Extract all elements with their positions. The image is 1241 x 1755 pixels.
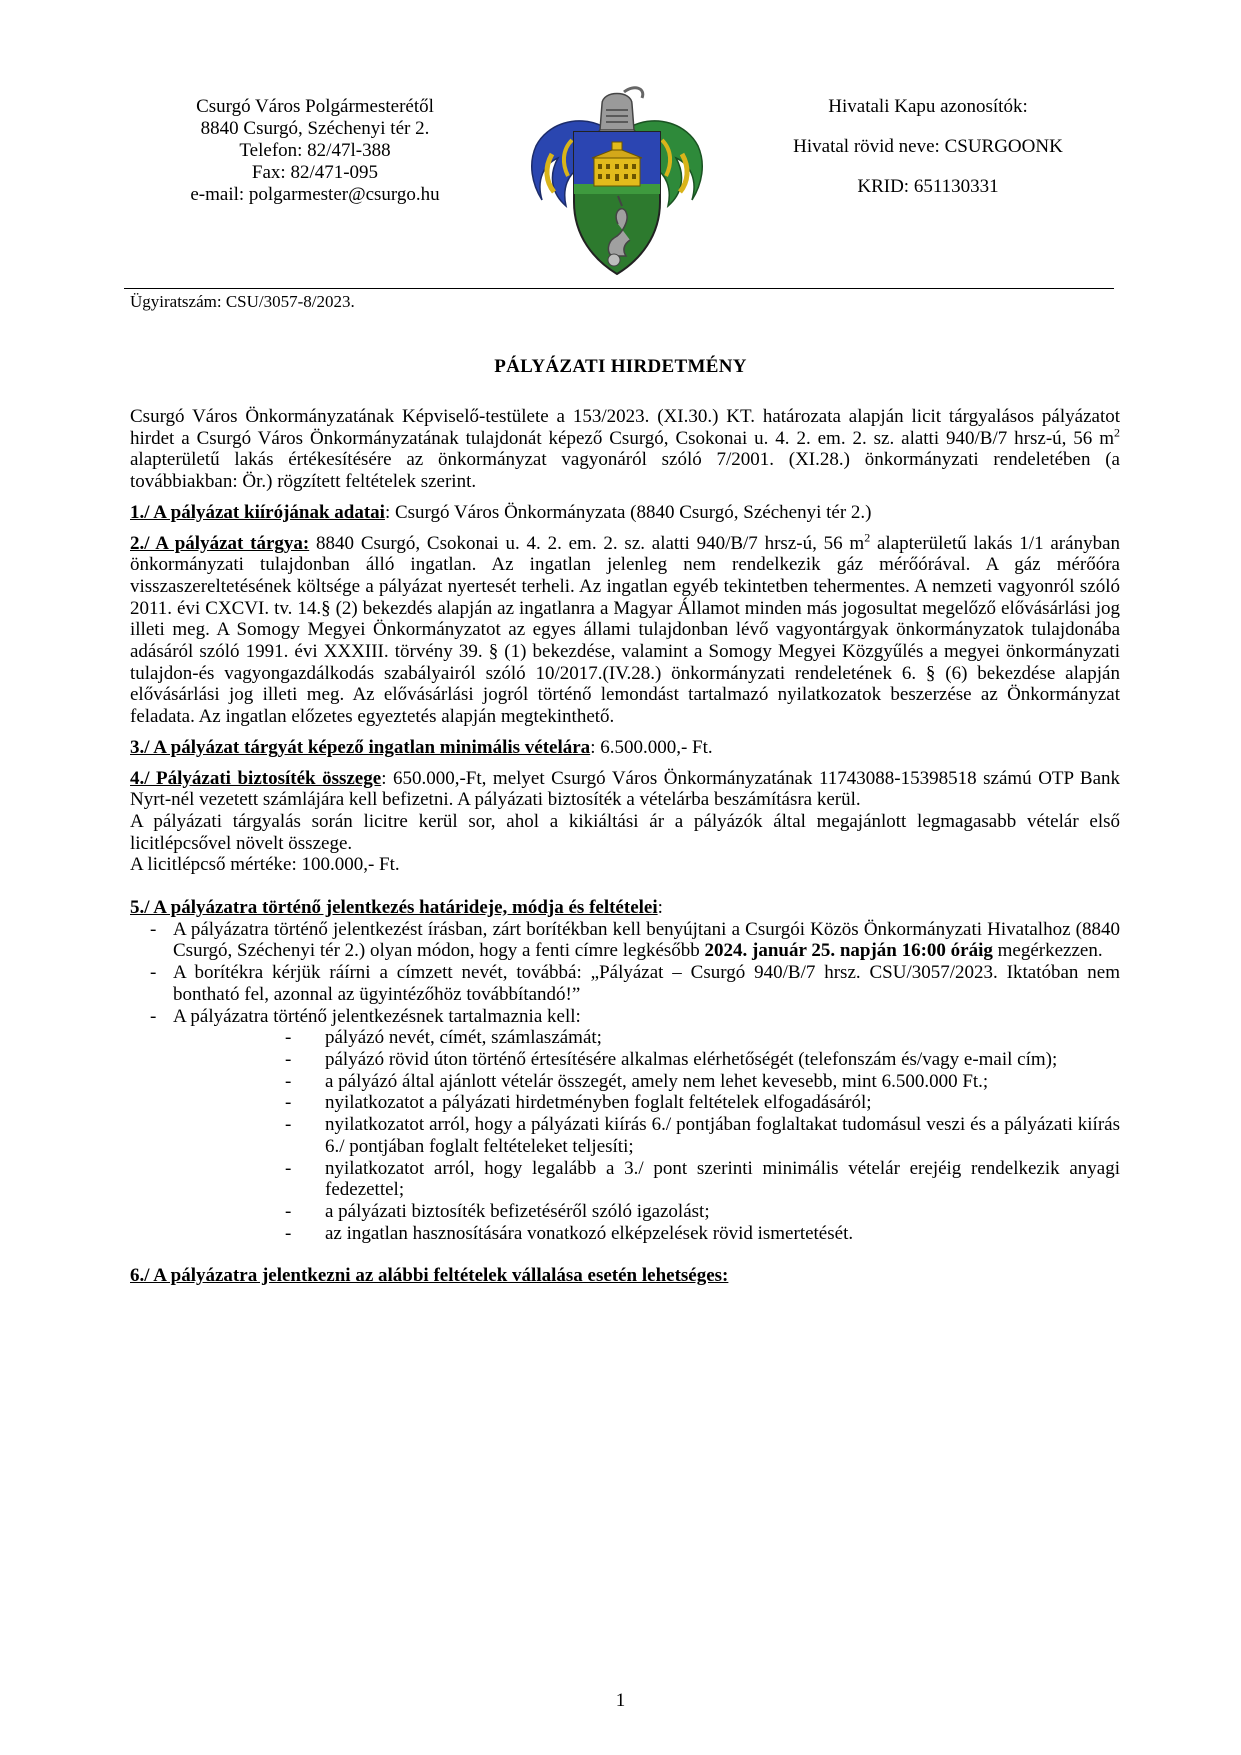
list-item: - A borítékra kérjük ráírni a címzett nevét, továbbá: „Pályázat – Csurgó 940/B/7 hrsz. CSU/3057/2023. Iktatóban nem bontható fel, azonnal az ügyintézőhöz továbbítandó!” [130,962,1120,1005]
section-1: 1./ A pályázat kiírójának adatai: Csurgó Város Önkormányzata (8840 Csurgó, Széchenyi tér 2.) [130,501,872,523]
list-item: - nyilatkozatot arról, hogy a pályázati kiírás 6./ pontjában foglaltakat tudomásul veszi és a pályázati kiírás 6./ pontjában foglalt feltételeket teljesíti; [173,1114,1120,1157]
section-6 [130,1265,1120,1287]
list-item: - nyilatkozatot a pályázati hirdetményben foglalt feltételek elfogadásáról; [173,1092,1120,1114]
header-divider [124,288,1114,289]
section-2: 2./ A pályázat tárgya: 8840 Csurgó, Csokonai u. 4. 2. em. 2. sz. alatti 940/B/7 hrsz-ú, 56 $m^2$ alapterületű lakás 1/1 arányban önkormányzati tulajdonban álló ingatlan. Az ingatlan jelenleg nem rendelkezik gáz mérőórával. A gáz mérőóra visszaszereltetésének költsége a pályázat nyertesét terheli. Az ingatlan egyéb tekintetben tehermentes. A nemzeti vagyonról szóló 2011. évi CXCVI. tv. 14.§ (2) bekezdés alapján az ingatlanra a Magyar Államot minden más jogosultat megelőző elővásárlási jog illeti meg. A Somogy Megyei Önkormányzatot az egyes állami tulajdonban lévő vagyontárgyak önkormányzatok tulajdonába adásáról szóló 1991. évi XXXIII. törvény 39. § (1) bekezdése, valamint a Somogy Megyei Közgyűlés a megyei önkormányzati tulajdon-és vagyongazdálkodás szabályairól szóló 10/2017.(IV.28.) önkormányzati rendeletének 6. § (6) bekezdése alapján elővásárlási jog illeti meg. Az elővásárlási jogról történő lemondást tartalmazó nyilatkozatok beszerzése az Önkormányzat feladata. Az ingatlan előzetes egyeztetés alapján megtekinthető. [130,530,1120,728]
list-item: - a pályázati biztosíték befizetéséről szóló igazolást; [173,1201,1120,1223]
section-4-bidding: A pályázati tárgyalás során licitre kerül sor, ahol a kikiáltási ár a pályázók által megajánlott legmagasabb vételár első licitlépcsővel növelt összege. [130,810,1120,854]
section-1-heading: 1./ A pályázat kiírójának adatai [130,501,385,523]
section-4-increment: A licitlépcső mértéke: 100.000,- Ft. [130,854,400,876]
sender-block [150,96,480,206]
gateway-ids-label: Hivatali Kapu azonosítók: [828,96,1028,117]
list-item: - nyilatkozatot arról, hogy legalább a 3./ pont szerinti minimális vételár erejéig rendelkezik anyagi fedezettel; [173,1158,1120,1201]
page-number: 1 [615,1690,626,1711]
list-item: - pályázó rövid úton történő értesítésére alkalmas elérhetőségét (telefonszám és/vagy e-mail cím); [173,1049,1120,1071]
office-short-name: Hivatal rövid neve: CSURGOONK [793,136,1063,157]
list-item: - az ingatlan hasznosítására vonatkozó elképzelések rövid ismertetését. [173,1223,1120,1245]
list-item: - pályázó nevét, címét, számlaszámát; [173,1027,1120,1049]
list-item: - A pályázatra történő jelentkezést írásban, zárt borítékban kell benyújtani a Csurgói Közös Önkormányzati Hivatalhoz (8840 Csurgó, Széchenyi tér 2.) olyan módon, hogy a fenti címre legkésőbb 2024. január 25. napján 16:00 óráig megérkezzen. [130,919,1120,962]
section-5: 5./ A pályázatra történő jelentkezés határideje, módja és feltételei: [130,897,663,919]
section-4: 4./ Pályázati biztosíték összege: 650.000,-Ft, melyet Csurgó Város Önkormányzatának 11743088-15398518 számú OTP Bank Nyrt-nél vezetett számlájára kell befizetni. A pályázati biztosíték a vételárba beszámításra kerül. [130,767,1120,811]
page-title: PÁLYÁZATI HIRDETMÉNY [494,356,747,377]
document-body [130,406,1120,1287]
requirements-list [173,1027,1120,1244]
sender-email: e-mail: polgarmester@csurgo.hu [190,184,440,205]
sender-fax: Fax: 82/471-095 [251,162,379,183]
section-5-heading: 5./ A pályázatra történő jelentkezés határideje, módja és feltételei [130,897,658,919]
section-3-heading: 3./ A pályázat tárgyát képező ingatlan minimális vételára [130,736,591,758]
krid-number: KRID: 651130331 [857,176,999,197]
recipient-ids-block [748,96,1108,216]
sender-address: 8840 Csurgó, Széchenyi tér 2. [200,118,430,139]
list-item: - a pályázó által ajánlott vételár összegét, amely nem lehet kevesebb, mint 6.500.000 Ft.; [173,1071,1120,1093]
section-4-heading: 4./ Pályázati biztosíték összege [130,767,382,789]
sender-phone: Telefon: 82/47l-388 [239,140,391,161]
section-5-list [130,919,1120,1245]
list-item: - A pályázatra történő jelentkezésnek tartalmaznia kell: - pályázó nevét, címét, számlaszámát; - pályázó rövid úton történő értesítésére alkalmas elérhetőségét (telefonszám és/vagy e-mail cím); - a pályázó által ajánlott vételár összegét, amely nem lehet kevesebb, mint 6.500.000 Ft.; - nyilatkozatot a pályázati hirdetményben foglalt feltételek elfogadásáról; - nyilatkozatot arról, hogy a pályázati kiírás 6./ pontjában foglaltakat tudomásul veszi és a pályázati kiírás 6./ pontjában foglalt feltételeket teljesíti; - nyilatkozatot arról, hogy legalább a 3./ pont szerinti minimális vételár erejéig rendelkezik anyagi fedezettel; - a pályázati biztosíték befizetéséről szóló igazolást; - az ingatlan hasznosítására vonatkozó elképzelések rövid ismertetését. [130,1006,1120,1245]
section-6-heading: 6./ A pályázatra jelentkezni az alábbi feltételek vállalása esetén lehetséges: [130,1265,729,1287]
section-3: 3./ A pályázat tárgyát képező ingatlan minimális vételára: 6.500.000,- Ft. [130,736,713,758]
intro-paragraph: Csurgó Város Önkormányzatának Képviselő-testülete a 153/2023. (XI.30.) KT. határozata alapján licit tárgyalásos pályázatot hirdet a Csurgó Város Önkormányzatának tulajdonát képező Csurgó, Csokonai u. 4. 2. em. 2. sz. alatti 940/B/7 hrsz-ú, 56 $m^2$ alapterületű lakás értékesítésére az önkormányzat vagyonáról szóló 7/2001. (XI.28.) önkormányzati rendeletében (a továbbiakban: Ör.) rögzített feltételek szerint. [130,406,1120,493]
section-2-heading: 2./ A pályázat tárgya: [130,532,310,554]
sender-name: Csurgó Város Polgármesterétől [196,96,434,117]
coat-of-arms-icon [522,84,712,280]
file-number: Ügyiratszám: CSU/3057-8/2023. [130,292,355,311]
